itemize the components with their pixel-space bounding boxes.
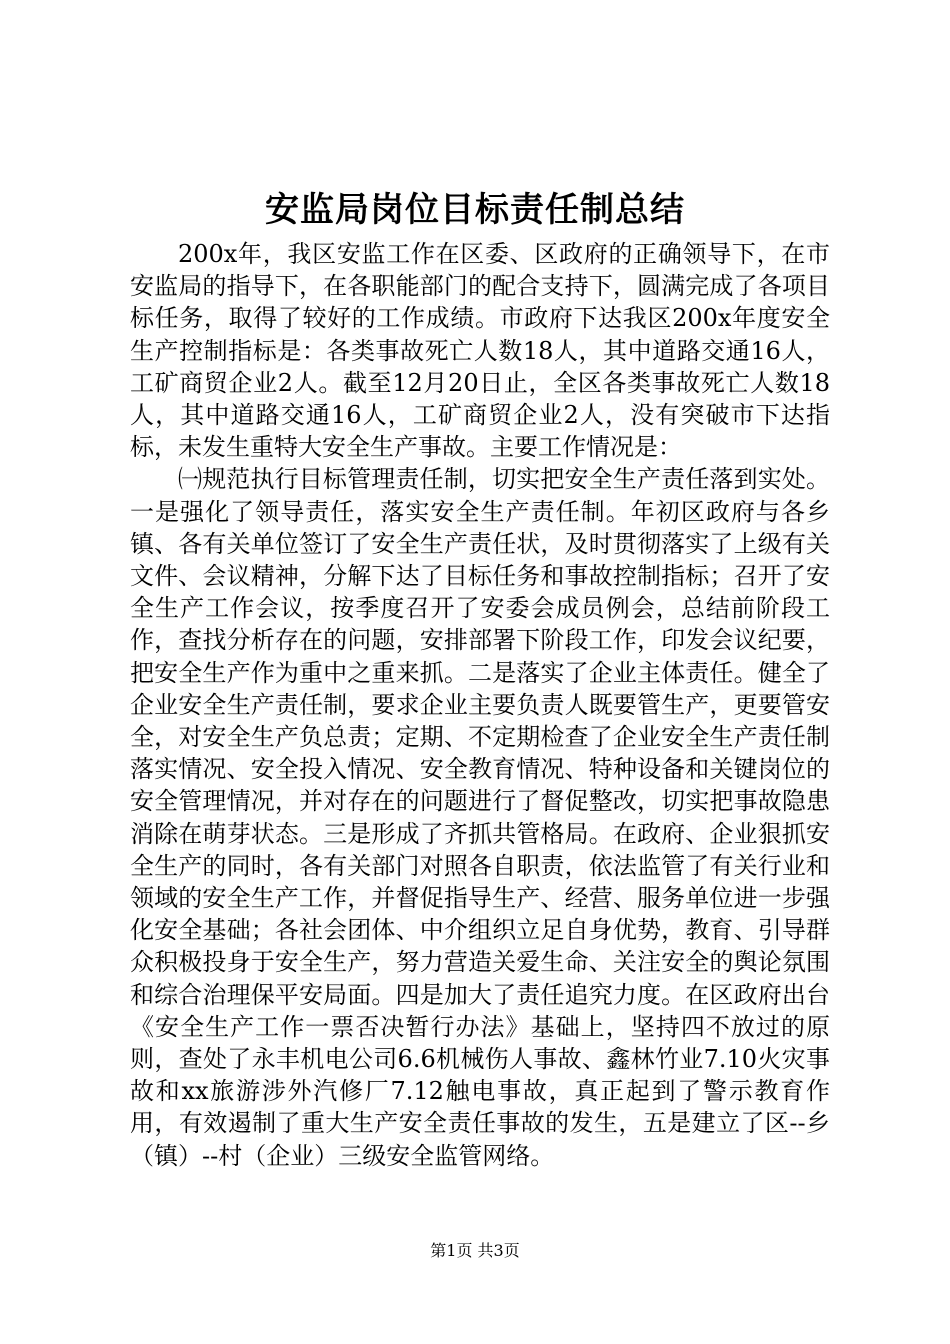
paragraph-intro: 200x年，我区安监工作在区委、区政府的正确领导下，在市安监局的指导下，在各职能部门的配合支持下，圆满完成了各项目标任务，取得了较好的工作成绩。市政府下达我区200x年度安全生产控制指标是：各类事故死亡人数18人，其中道路交通16人，工矿商贸企业2人。截至12月20日止，全区各类事故死亡人数18人，其中道路交通16人，工矿商贸企业2人，没有突破市下达指标，未发生重特大安全生产事故。主要工作情况是： (130, 240, 830, 462)
page-number-footer: 第1页 共3页 (430, 1241, 520, 1260)
paragraph-section-1: ㈠规范执行目标管理责任制，切实把安全生产责任落到实处。一是强化了领导责任，落实安全生产责任制。年初区政府与各乡镇、各有关单位签订了安全生产责任状，及时贯彻落实了上级有关文件、会议精神，分解下达了目标任务和事故控制指标；召开了安全生产工作会议，按季度召开了安委会成员例会，总结前阶段工作，查找分析存在的问题，安排部署下阶段工作，印发会议纪要，把安全生产作为重中之重来抓。二是落实了企业主体责任。健全了企业安全生产责任制，要求企业主要负责人既要管生产，更要管安全，对安全生产负总责；定期、不定期检查了企业安全生产责任制落实情况、安全投入情况、安全教育情况、特种设备和关键岗位的安全管理情况，并对存在的问题进行了督促整改，切实把事故隐患消除在萌芽状态。三是形成了齐抓共管格局。在政府、企业狠抓安全生产的同时，各有关部门对照各自职责，依法监管了有关行业和领域的安全生产工作，并督促指导生产、经营、服务单位进一步强化安全基础；各社会团体、中介组织立足自身优势，教育、引导群众积极投身于安全生产，努力营造关爱生命、关注安全的舆论氛围和综合治理保平安局面。四是加大了责任追究力度。在区政府出台《安全生产工作一票否决暂行办法》基础上，坚持四不放过的原则，查处了永丰机电公司6.6机械伤人事故、鑫林竹业7.10火灾事故和xx旅游涉外汽修厂7.12触电事故，真正起到了警示教育作用，有效遏制了重大生产安全责任事故的发生，五是建立了区--乡（镇）--村（企业）三级安全监管网络。 (130, 465, 830, 1170)
document-body (130, 238, 830, 1172)
document-title: 安监局岗位目标责任制总结 (265, 190, 685, 230)
